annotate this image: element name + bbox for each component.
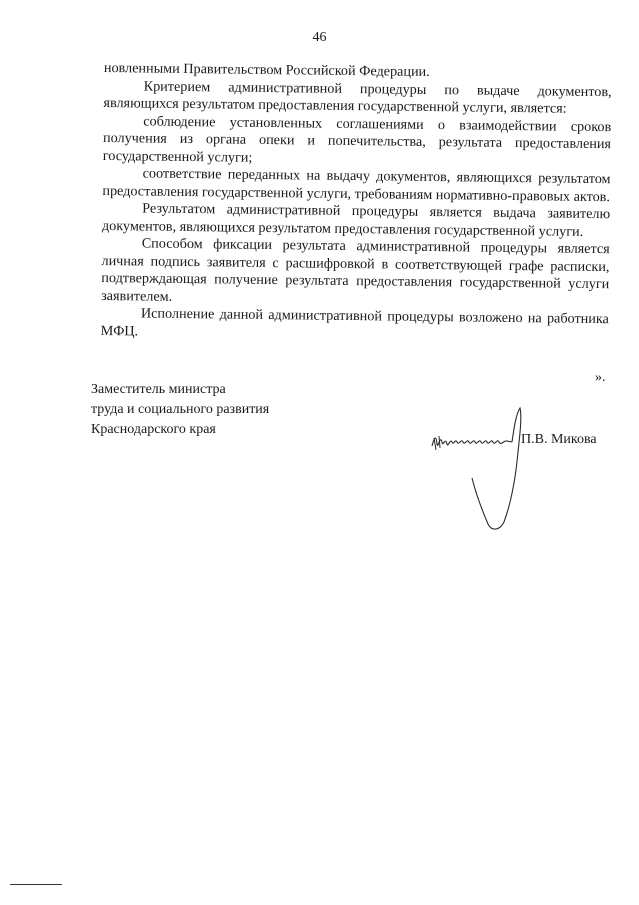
document-body <box>101 60 612 346</box>
page-number: 46 <box>312 30 327 45</box>
signatory-name: П.В. Микова <box>521 432 597 447</box>
paragraph-2: Критерием административной процедуры по выдаче документов, являющихся результатом предоставления государственной услуги, является: <box>103 77 612 117</box>
handwritten-signature <box>428 404 528 536</box>
paragraph-1: новленными Правительством Российской Федерации. <box>103 60 430 80</box>
paragraph-6: Способом фиксации результата административной процедуры является личная подпись заявителя с расшифровкой в соответствующей графе расписки, подтверждающая получение результата предоставления государственной услуги заявителем. <box>101 235 610 305</box>
signatory-line-2: труда и социального развития <box>91 402 270 417</box>
closing-quote: ». <box>595 370 606 385</box>
signatory-line-3: Краснодарского края <box>91 422 216 437</box>
paragraph-7: Исполнение данной административной процедуры возложено на работника МФЦ. <box>100 305 609 339</box>
paragraph-3: соблюдение установленных соглашениями о взаимодействии сроков получения из органа опеки и попечительства, результата предоставления государственной услуги; <box>102 112 612 166</box>
signatory-line-1: Заместитель министра <box>91 382 226 397</box>
footnote-divider <box>10 884 62 885</box>
signatory-title <box>91 380 269 440</box>
paragraph-4: соответствие переданных на выдачу документов, являющихся результатом предоставления государственной услуги, требованиям нормативно-правовых актов. <box>102 165 611 205</box>
paragraph-5: Результатом административной процедуры является выдача заявителю документов, являющихся результатом предоставления государственной услуги. <box>101 200 611 240</box>
